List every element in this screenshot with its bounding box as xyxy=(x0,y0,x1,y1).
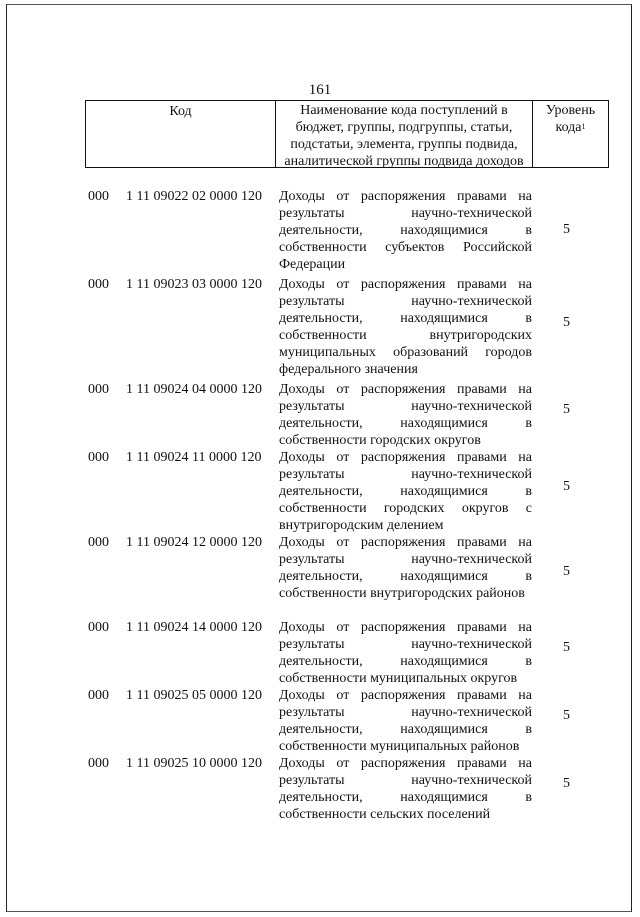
row-prefix: 000 xyxy=(88,189,109,204)
row-code: 1 11 09022 02 0000 120 xyxy=(126,189,262,204)
header-code: Код xyxy=(86,101,276,167)
row-level: 5 xyxy=(563,479,570,494)
row-prefix: 000 xyxy=(88,382,109,397)
row-code: 1 11 09025 05 0000 120 xyxy=(126,688,262,703)
row-code: 1 11 09024 12 0000 120 xyxy=(126,535,262,550)
page-number: 161 xyxy=(308,82,332,98)
row-name: Доходы от распоряжения правами на результаты научно-технической деятельности, находящимися в собственности сельских поселений xyxy=(279,756,532,822)
row-name: Доходы от распоряжения правами на результаты научно-технической деятельности, находящимися в собственности муниципальных округов xyxy=(279,620,532,686)
row-prefix: 000 xyxy=(88,277,109,292)
row-name: Доходы от распоряжения правами на результаты научно-технической деятельности, находящимися в собственности внутригородских муниципальных образований городов федерального значения xyxy=(279,277,532,377)
header-name: Наименование кода поступлений в бюджет, группы, подгруппы, статьи, подстатьи, элемента, группы подвида, аналитической группы подвида доходов xyxy=(276,101,533,167)
header-level-label: Уровень кода xyxy=(545,103,596,135)
row-prefix: 000 xyxy=(88,620,109,635)
row-prefix: 000 xyxy=(88,756,109,771)
row-level: 5 xyxy=(563,402,570,417)
row-level: 5 xyxy=(563,315,570,330)
row-level: 5 xyxy=(563,708,570,723)
row-name: Доходы от распоряжения правами на результаты научно-технической деятельности, находящимися в собственности муниципальных районов xyxy=(279,688,532,754)
row-code: 1 11 09024 11 0000 120 xyxy=(126,450,262,465)
row-code: 1 11 09025 10 0000 120 xyxy=(126,756,262,771)
header-level-footnote: 1 xyxy=(581,122,586,131)
row-prefix: 000 xyxy=(88,535,109,550)
row-prefix: 000 xyxy=(88,688,109,703)
table-header xyxy=(85,100,609,168)
row-level: 5 xyxy=(563,776,570,791)
row-name: Доходы от распоряжения правами на результаты научно-технической деятельности, находящимися в собственности городских округов с внутригородским делением xyxy=(279,450,532,533)
row-name: Доходы от распоряжения правами на результаты научно-технической деятельности, находящимися в собственности субъектов Российской Федерации xyxy=(279,189,532,272)
row-code: 1 11 09024 04 0000 120 xyxy=(126,382,262,397)
row-code: 1 11 09024 14 0000 120 xyxy=(126,620,262,635)
header-level xyxy=(533,101,608,167)
row-prefix: 000 xyxy=(88,450,109,465)
row-level: 5 xyxy=(563,222,570,237)
row-code: 1 11 09023 03 0000 120 xyxy=(126,277,262,292)
row-name: Доходы от распоряжения правами на результаты научно-технической деятельности, находящимися в собственности внутригородских районов xyxy=(279,535,532,601)
row-level: 5 xyxy=(563,564,570,579)
row-level: 5 xyxy=(563,640,570,655)
row-name: Доходы от распоряжения правами на результаты научно-технической деятельности, находящимися в собственности городских округов xyxy=(279,382,532,448)
